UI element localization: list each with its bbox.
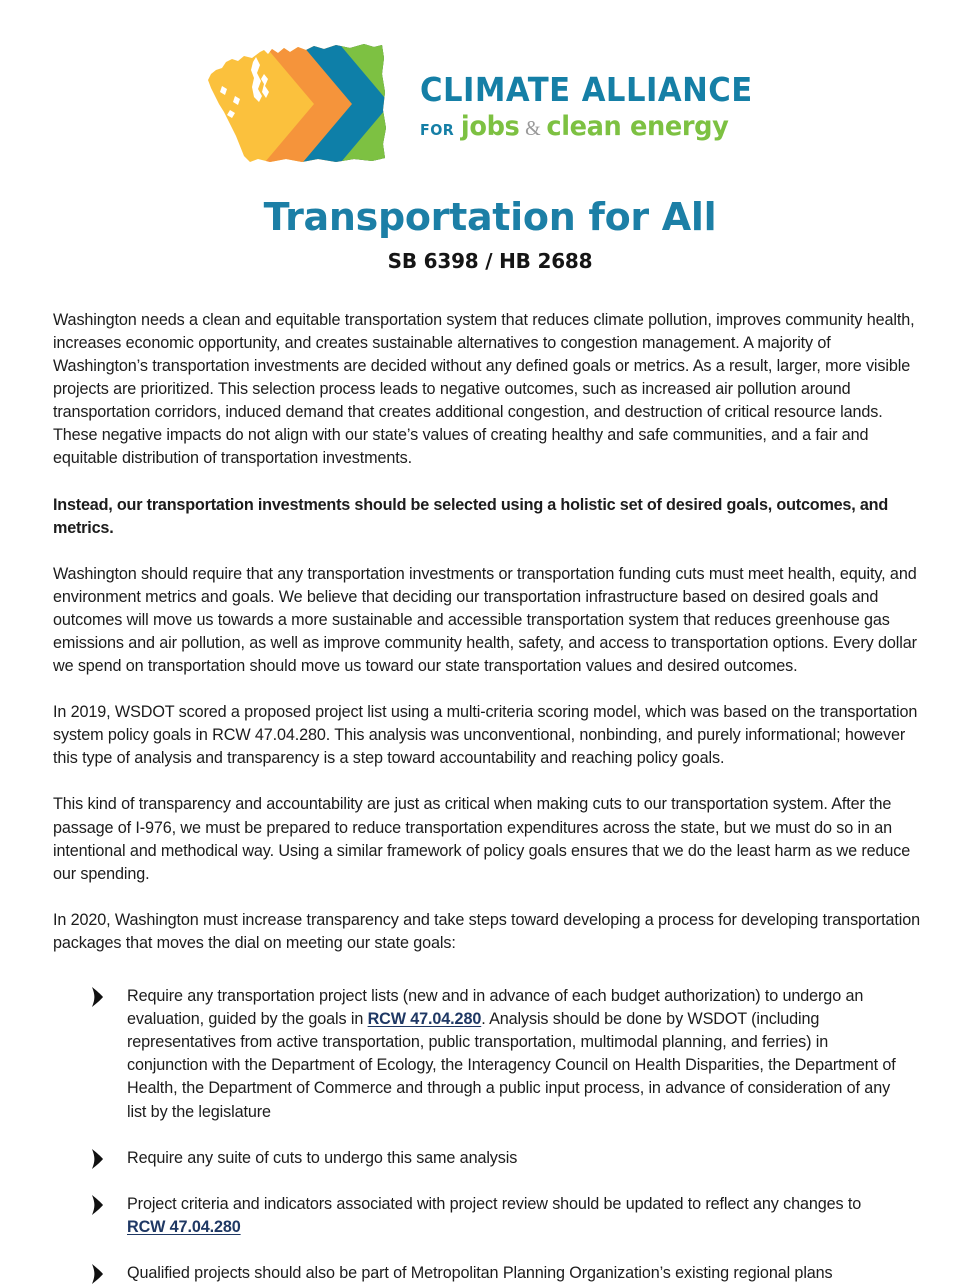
washington-state-chevron-icon [202,40,390,168]
arrowhead-bullet-icon [53,985,127,1008]
list-item-text [127,1262,863,1285]
list-item-text-pre: Project criteria and indicators associated with project review should be updated to reflect any changes to [127,1194,862,1213]
wordmark-ampersand: & [525,115,541,140]
rcw-link[interactable]: RCW 47.04.280 [367,1010,482,1029]
paragraph-requirements: Washington should require that any transportation investments or transportation funding cuts must meet health, equity, and environment metrics and goals. We believe that deciding our transportation infrastructure based on desired goals and outcomes will move us towards a more sustainable and accessible transportation system that reduces greenhouse gas emissions and air pollution, as well as improve community health, safety, and access to transportation options. Every dollar we spend on transportation should move us toward our state transportation values and desired outcomes. [53,564,917,676]
paragraph-intro: Washington needs a clean and equitable transportation system that reduces climate pollution, improves community health, increases economic opportunity, and creates sustainable alternatives to congestion management. A majority of Washington’s transportation investments are decided without any defined goals or metrics. As a result, larger, more visible projects are prioritized. This selection process leads to negative outcomes, such as increased air pollution around transportation corridors, induced demand that creates additional congestion, and destruction of critical resource lands. These negative impacts do not align with our state’s values of creating healthy and safe communities, and a fair and equitable distribution of transportation investments. [53,310,915,468]
list-item-text-pre: Qualified projects should also be part of Metropolitan Planning Organization’s existing regional plans [127,1263,833,1282]
arrowhead-bullet-icon [53,1193,127,1216]
rcw-link[interactable]: RCW 47.04.280 [127,1217,241,1236]
list-item [53,1262,927,1285]
list-item-text [127,1193,927,1239]
wordmark [420,69,778,142]
list-item [53,985,927,1124]
wordmark-for: FOR [420,120,455,139]
arrowhead-bullet-icon [53,1147,127,1170]
page-title: Transportation for All [263,195,717,239]
paragraph-i976: This kind of transparency and accountability are just as critical when making cuts to our transportation system. After the passage of I-976, we must be prepared to reduce transportation expenditures across the state, but we must do so in an intentional and methodical way. Using a similar framework of policy goals ensures that we do the least harm as we reduce our spending. [53,795,911,883]
list-item [53,1147,927,1170]
arrowhead-bullet-icon [53,1262,127,1285]
list-item-text [127,985,927,1124]
wordmark-climate-alliance: CLIMATE ALLIANCE [420,69,753,109]
list-item-text [127,1147,547,1170]
wordmark-clean-energy: clean energy [546,110,729,142]
paragraph-wsdot-2019: In 2019, WSDOT scored a proposed project list using a multi-criteria scoring model, which was based on the transportation system policy goals in RCW 47.04.280. This analysis was unconventional, nonbinding, and purely informational; however this type of analysis and transparency is a step toward accountability and reaching policy goals. [53,703,918,768]
list-item-text-pre: Require any transportation project lists (new and in advance of each budget authorization) to undergo an evaluation, guided by the goals in [127,987,864,1029]
paragraph-2020-goals: In 2020, Washington must increase transparency and take steps toward developing a process for developing transportation packages that moves the dial on meeting our state goals: [53,910,920,952]
page-subtitle: SB 6398 / HB 2688 [387,248,593,273]
wordmark-jobs: jobs [461,110,520,142]
organization-logo [0,0,980,168]
list-item [53,1193,927,1239]
recommendations-list [53,985,927,1285]
list-item-text-post: . Analysis should be done by WSDOT (including representatives from active transportation, public transportation, multimodal planning, and ferries) in conjunction with the Department of Ecology, the Interagency Council on Health Disparities, the Department of Health, the Department of Commerce and through a public input process, in advance of consideration of any list by the legislature [127,1010,896,1121]
list-item-text-pre: Require any suite of cuts to undergo this same analysis [127,1148,518,1167]
paragraph-callout-bold: Instead, our transportation investments should be selected using a holistic set of desired goals, outcomes, and metrics. [53,495,889,537]
document-body [0,309,980,1285]
